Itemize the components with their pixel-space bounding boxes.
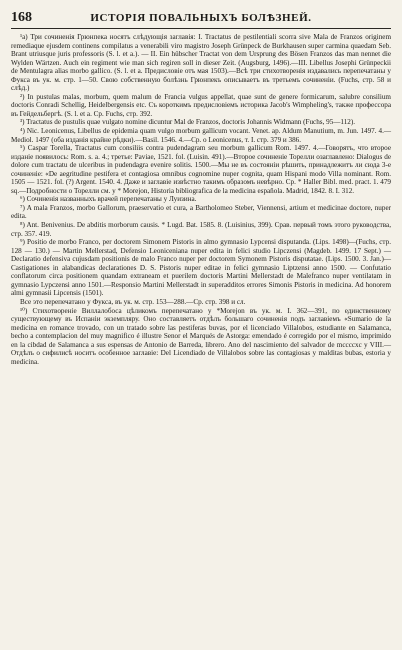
- footnote: ¹⁰) Стихотвореніе Виллалобоса цѣликомъ перепечатано у *Morejon въ ук. м. I. 362—391, по единственному существующему въ Испаніи экземпляру. Оно составляетъ отдѣлъ большаго сочиненія подъ заглавіемъ «Sumario de la medicina en romance trovado, con un tratado sobre las pestiferas buvas, por el licenciado Villalobos, estudiante en Salamanca, becho a contemplacion del muy magnifico é illustre Senor el Marqués de Astorga: emendado é corregido por el mismo, imprimido en la cibdad de Salamanca a sus espensas de Antonio de Barreda, librero. Ano del nascimiento del salvador de mccccxc y VIII.—Отдѣлъ о сифилисѣ носитъ особенное заглавіе: Del Licendiado de Villalobos sobre las contagiosas y malditas bubas, estoria y medicina.: [11, 306, 391, 366]
- running-title: ИСТОРІЯ ПОВАЛЬНЫХЪ БОЛѢЗНЕЙ.: [90, 12, 312, 24]
- footnote: ³) Tractatus de pustulis quae vulgato nomine dicuntur Mal de Franzos, doctoris Johannis Widmann (Fuchs, 95—112).: [20, 118, 356, 127]
- footnotes: [11, 33, 391, 366]
- footnote: ⁷) A mala Franzos, morbo Gallorum, praeservatio et cura, a Bartholomeo Steber, Viennensi, artium et medicinae doctore, nuper edita.: [11, 203, 391, 221]
- footnote-continuation: Все это перепечатано у Фукса, въ ук. м. стр. 153—288.—Ср. стр. 398 и сл.: [20, 297, 246, 306]
- footnote: ⁶) Сочиненія названныхъ врачей перепечатаны у Луизина.: [20, 195, 197, 204]
- footnote: ⁹) Positio de morbo Franco, per doctorem Simonem Pistoris in almo gymnasio Lypcensi disputanda. (Lips. 1498)—(Fuchs, стр. 128 — 130.) — Martin Mellerstad, Defensio Leoniceniana nuper edita in felici studio Lipczensi (Magdeb. 1499. 17 Sept.) — Declaratio defensiva cujusdam positionis de malo Franco nuper per doctorem Symonem Pistoris disputatae. (Lips. 1500. 3. Jan.)—Castigationes in alabandicas declarationes D. S. Pistoris nuper editae in felici gymnasio Liptzensi anno 1500. — Confutatio conflatorum circa positionem quandam extraneam et puerilem doctoris Martini Mellerstadt de Malefranco nuper ventilatam in gymnasio Lypczensi anno 1501.—Responsio Martini Mellerstadt in superadditos errores Simonis Pistoris in medicina. Ad honorem almi gymnasii Lipcensis (1501).: [11, 238, 391, 298]
- footnote: ¹a) Три сочиненія Грюнпека носятъ слѣдующія заглавія: I. Tractatus de pestilentiali scorra sive Mala de Franzos originem remediaque ejusdem continens compilatus a venerabili viro magistro Joseph Grünpeck de Burkhausen super carmina quaedam Seb. Brant utriusque juris professoris (S. l. et a.). — II. Ein hübscher Tractat von dem Ursprung des Bösen Franzos das man nennet die Wylden Wärtzen. Auch ein regiment wie man sich regiren soll in dieser Zeit. (Augsburg, 1496).—III. Libellus Josephi Grünpeckii de Mentulagra alias morbo gallico. (S. l. et a. Предисловіе отъ мая 1503).—Всѣ три стихотворенія издавались перепечатаны у Фукса въ ук. м. стр. 1—50. Свою собственную болѣзнь Грюнпекъ описываетъ въ третьемъ сочиненіи. (Fuchs, стр. 58 и слѣд.): [11, 33, 391, 93]
- footnote: ⁵) Caspar Torella, Tractatus cum consiliis contra pudendagram seu morbum gallicum Rom. 1497. 4.—Говорятъ, что второе изданіе появилось: Rom. s. a. 4.; третье: Paviae, 1521. fol. (Luisin. 491).—Второе сочиненіе Торелли озаглавлено: Dialogus de dolore cum tractatu de ulceribus in pudendagra evenire solitis. 1500.—Мы не въ состояніи рѣшить, принадлежитъ ли сюда 3-е сочиненіе: «De aegritudine pestifera et contagiosa omnibus cognomine nuper cognita, quam Hispani modo Villa nominant. Rom. 1505 — 1521. fol. (?) Argent. 1540. 4. Даже и заглавіе извѣстно такимъ образомъ невѣрно. Ср. * Haller Bibl. med. pract. 1. 479 sq.—Подробности о Торелли см. у * Morejon, Historia bibliografica de la medicina española. Madrid, 1842. 8. I. 312.: [11, 144, 391, 195]
- footnote: ⁸) Ant. Benivenius. De abditis morborum causis. * Lugd. Bat. 1585. 8. (Luisinius, 399). Срав. первый томъ этого руководства, стр. 357. 419.: [11, 221, 391, 238]
- page-number: 168: [11, 10, 32, 25]
- page-header: [11, 10, 391, 29]
- footnote: ²) In pustulas malas, morbum, quem malum de Francia vulgus appellat, quae sunt de genere formicarum, salubre consilium doctoris Conradi Schellig, Heidelbergensis etc. Съ короткимъ предисловіемъ историка Jacob's Wimpheling's, также профессора въ Гейдельбергѣ. (S. l. et a. Cp. Fuchs, стр. 392.: [11, 92, 391, 118]
- footnote: ⁴) Nic. Leonicenus, Libellus de epidemia quam vulgo morbum gallicum vocant. Venet. ap. Aldum Manutium, m. Jun. 1497. 4.—Mediol. 1497 (оба изданія крайне рѣдки).—Basil. 1546. 4.—Ср. о Leonicenus, т. I. стр. 379 и 386.: [11, 127, 391, 144]
